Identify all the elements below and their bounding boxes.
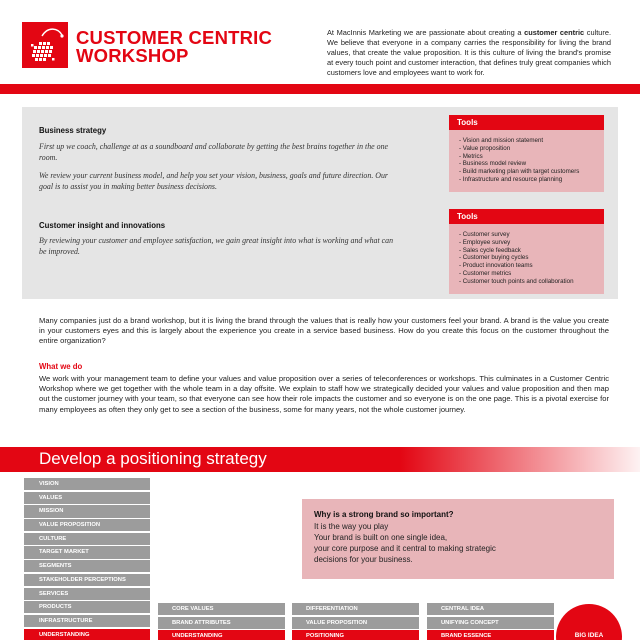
- tools-item: - Sales cycle feedback: [459, 246, 521, 254]
- stack-item: SERVICES: [24, 588, 150, 600]
- positioning-stack: [24, 478, 150, 640]
- why-line: Your brand is built on one single idea,: [314, 533, 448, 542]
- tools-box-insight: [449, 209, 604, 294]
- intro-text-end: culture. We believe that everyone in a company carries the responsibility for living the brand values, that create the value proposition. It is this culture of living the brand's promise at every touch point and customer interaction, that defines truly great companies which customers love and employees want to work for.: [327, 28, 611, 77]
- brand-paragraph: Many companies just do a brand workshop, but it is living the brand through the values that is really how your customers feel your brand. A brand is the value you create in your customers eyes and this is largely about the experience you create in a service based business. How do you create this focus on the customer throughout the entire organization?: [39, 316, 609, 346]
- business-strategy-heading: Business strategy: [39, 126, 107, 135]
- tools-item: - Product innovation teams: [459, 262, 533, 270]
- tools-item: - Build marketing plan with target customers: [459, 168, 580, 176]
- big-idea-badge: BIG IDEA: [556, 604, 622, 640]
- column-item-highlight: BRAND ESSENCE: [427, 630, 554, 640]
- tools-item: - Employee survey: [459, 238, 511, 246]
- intro-text-start: At MacInnis Marketing we are passionate about creating a: [327, 28, 525, 37]
- column-item: VALUE PROPOSITION: [292, 617, 419, 629]
- logo: [22, 22, 68, 68]
- column-item: UNIFYING CONCEPT: [427, 617, 554, 629]
- intro-emphasis: customer centric: [524, 28, 585, 37]
- tools-item: - Metrics: [459, 152, 483, 160]
- tools-item: - Vision and mission statement: [459, 137, 544, 144]
- why-line: your core purpose and it central to making strategic: [314, 544, 496, 553]
- positioning-column-values: [158, 603, 285, 640]
- tools-list: [449, 224, 604, 286]
- tools-item: - Customer touch points and collaboration: [459, 277, 574, 285]
- column-item-highlight: POSITIONING: [292, 630, 419, 640]
- column-item: BRAND ATTRIBUTES: [158, 617, 285, 629]
- what-we-do-text: We work with your management team to define your values and value proposition over a series of teleconferences or workshops. This culminates in a Customer Centric Workshop where we get together with the whole team in a day offsite. We explain to staff how we strategically decided your values and value proposition and then map out the customer journey with your team, so that everyone can see how their role impacts the customer and so everyone is on the one page. This is a pivotal exercise for many employees as often they only get to see a section of the business, some for many years, not the whole customer journey.: [39, 374, 609, 414]
- tools-item: - Business model review: [459, 160, 527, 168]
- stack-item: TARGET MARKET: [24, 546, 150, 558]
- page-title: [76, 29, 306, 65]
- intro-paragraph: [327, 28, 611, 78]
- customer-insight-heading: Customer insight and innovations: [39, 221, 166, 230]
- why-line: decisions for your business.: [314, 555, 413, 564]
- tools-item: - Value proposition: [459, 144, 511, 152]
- why-brand-box: [302, 499, 614, 579]
- column-item-highlight: UNDERSTANDING: [158, 630, 285, 640]
- column-item: DIFFERENTIATION: [292, 603, 419, 615]
- tools-item: - Infrastructure and resource planning: [459, 175, 563, 183]
- stack-item: INFRASTRUCTURE: [24, 615, 150, 627]
- tools-item: - Customer buying cycles: [459, 254, 529, 262]
- tools-heading: Tools: [449, 209, 604, 224]
- tools-item: - Customer metrics: [459, 269, 512, 277]
- what-we-do-heading: What we do: [39, 362, 83, 371]
- column-item: CORE VALUES: [158, 603, 285, 615]
- title-line-2: WORKSHOP: [76, 45, 189, 66]
- customer-insight-text: By reviewing your customer and employee satisfaction, we gain great insight into what is working and what can be improved.: [39, 236, 394, 256]
- stack-item: VALUE PROPOSITION: [24, 519, 150, 531]
- tools-item: - Customer survey: [459, 231, 510, 238]
- positioning-title: Develop a positioning strategy: [39, 449, 267, 468]
- title-line-1: CUSTOMER CENTRIC: [76, 27, 273, 48]
- positioning-column-differentiation: [292, 603, 419, 640]
- stack-item: PRODUCTS: [24, 601, 150, 613]
- stack-item-highlight: UNDERSTANDING: [24, 629, 150, 640]
- positioning-column-idea: [427, 603, 554, 640]
- why-title: Why is a strong brand so important?: [314, 510, 454, 519]
- stack-item: STAKEHOLDER PERCEPTIONS: [24, 574, 150, 586]
- why-line: It is the way you play: [314, 522, 389, 531]
- logo-graphic-icon: [22, 22, 68, 68]
- stack-item: CULTURE: [24, 533, 150, 545]
- stack-item: VISION: [24, 478, 150, 490]
- stack-item: SEGMENTS: [24, 560, 150, 572]
- tools-list: [449, 130, 604, 184]
- stack-item: MISSION: [24, 505, 150, 517]
- business-strategy-text-1: First up we coach, challenge at as a soundboard and collaborate by getting the best brains together in the one room.: [39, 142, 389, 162]
- tools-box-strategy: [449, 115, 604, 192]
- header-divider-bar: [0, 84, 640, 94]
- business-strategy-text-2: We review your current business model, and help you set your vision, business, goals and future direction. Our goal is to assist you in making better business decisions.: [39, 171, 388, 191]
- stack-item: VALUES: [24, 492, 150, 504]
- column-item: CENTRAL IDEA: [427, 603, 554, 615]
- tools-heading: Tools: [449, 115, 604, 130]
